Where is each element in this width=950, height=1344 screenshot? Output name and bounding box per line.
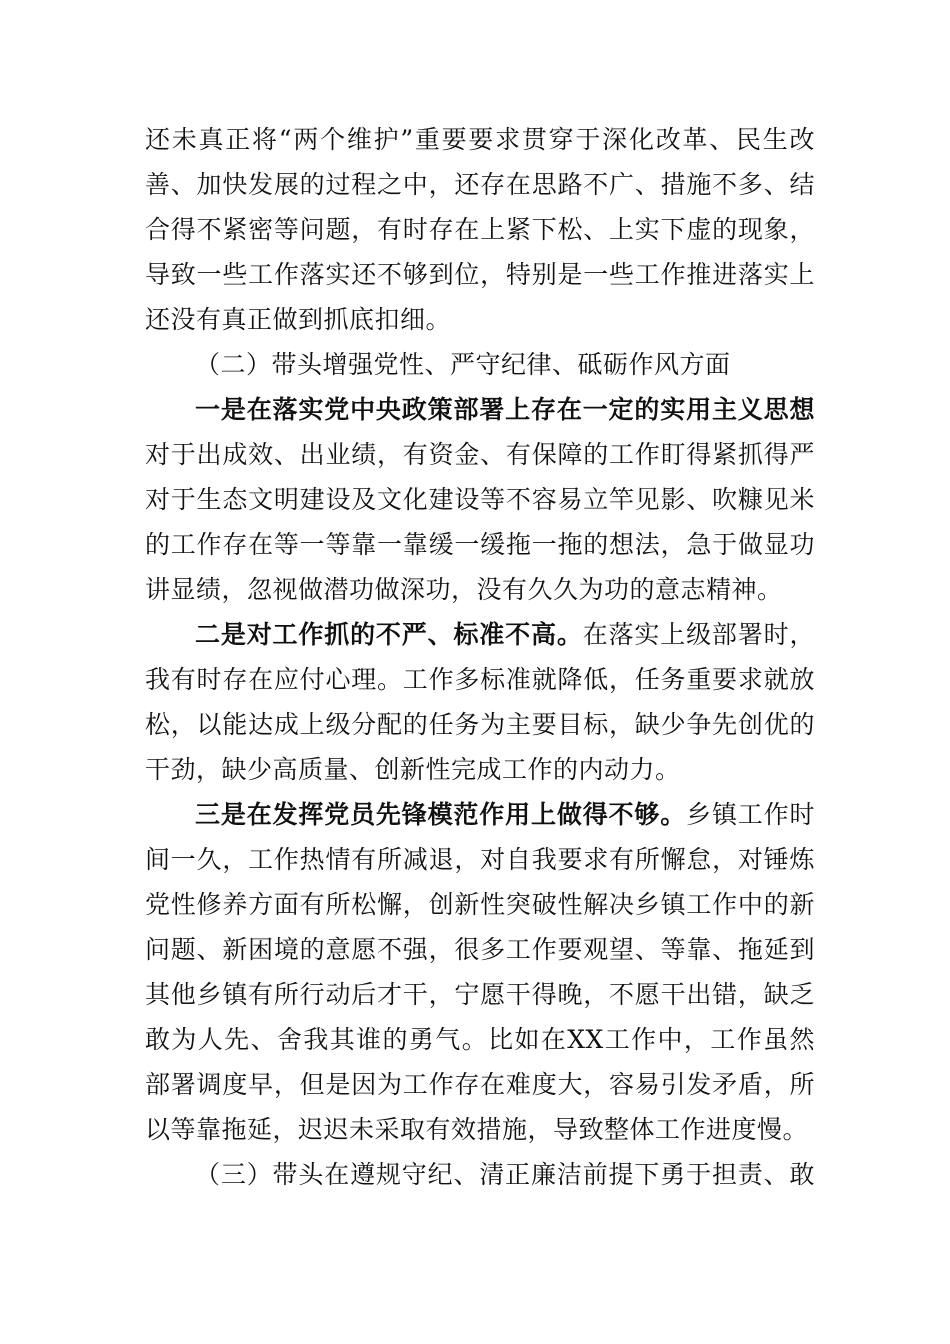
point1-title: 一是在落实党中央政策部署上存在一定的实用主义思想 [195,395,815,424]
paragraph-line: 间一久，工作热情有所减退，对自我要求有所懈怠，对锤炼 [145,845,815,874]
section-heading-3: （三）带头在遵规守纪、清正廉洁前提下勇于担责、敢 [195,1160,815,1189]
section-heading-2: （二）带头增强党性、严守纪律、砥砺作风方面 [195,350,731,379]
point2-first-line-rest: 在落实上级部署时， [582,620,815,649]
point2-title: 二是对工作抓的不严、标准不高。 [195,620,583,649]
point2-first-line [195,620,815,650]
point3-first-line-rest: 乡镇工作时 [686,800,815,829]
paragraph-line: 善、加快发展的过程之中，还存在思路不广、措施不多、结 [145,170,815,199]
paragraph-line: 其他乡镇有所行动后才干，宁愿干得晚，不愿干出错，缺乏 [145,980,815,1009]
paragraph-line: 我有时存在应付心理。工作多标准就降低，任务重要求就放 [145,665,815,694]
paragraph-line: 部署调度早，但是因为工作存在难度大，容易引发矛盾，所 [145,1070,815,1099]
paragraph-line: 松，以能达成上级分配的任务为主要目标，缺少争先创优的 [145,710,815,739]
point3-title: 三是在发挥党员先锋模范作用上做得不够。 [195,800,687,829]
paragraph-line: 还未真正将“两个维护”重要要求贯穿于深化改革、民生改 [145,125,815,154]
paragraph-line: 讲显绩，忽视做潜功做深功，没有久久为功的意志精神。 [145,575,783,604]
paragraph-line: 党性修养方面有所松懈，创新性突破性解决乡镇工作中的新 [145,890,815,919]
paragraph-line: 干劲，缺少高质量、创新性完成工作的内动力。 [145,755,681,784]
paragraph-line: 敢为人先、舍我其谁的勇气。比如在XX工作中，工作虽然 [145,1025,815,1054]
paragraph-line: 以等靠拖延，迟迟未采取有效措施，导致整体工作进度慢。 [145,1115,809,1144]
paragraph-line: 还没有真正做到抓底扣细。 [145,305,452,334]
point3-first-line [195,800,815,830]
paragraph-line: 问题、新困境的意愿不强，很多工作要观望、等靠、拖延到 [145,935,815,964]
paragraph-line: 导致一些工作落实还不够到位，特别是一些工作推进落实上 [145,260,815,289]
paragraph-line: 的工作存在等一等靠一靠缓一缓拖一拖的想法，急于做显功 [145,530,815,559]
paragraph-line: 合得不紧密等问题，有时存在上紧下松、上实下虚的现象， [145,215,815,244]
paragraph-line: 对于出成效、出业绩，有资金、有保障的工作盯得紧抓得严 [145,440,815,469]
paragraph-line: 对于生态文明建设及文化建设等不容易立竿见影、吹糠见米 [145,485,815,514]
